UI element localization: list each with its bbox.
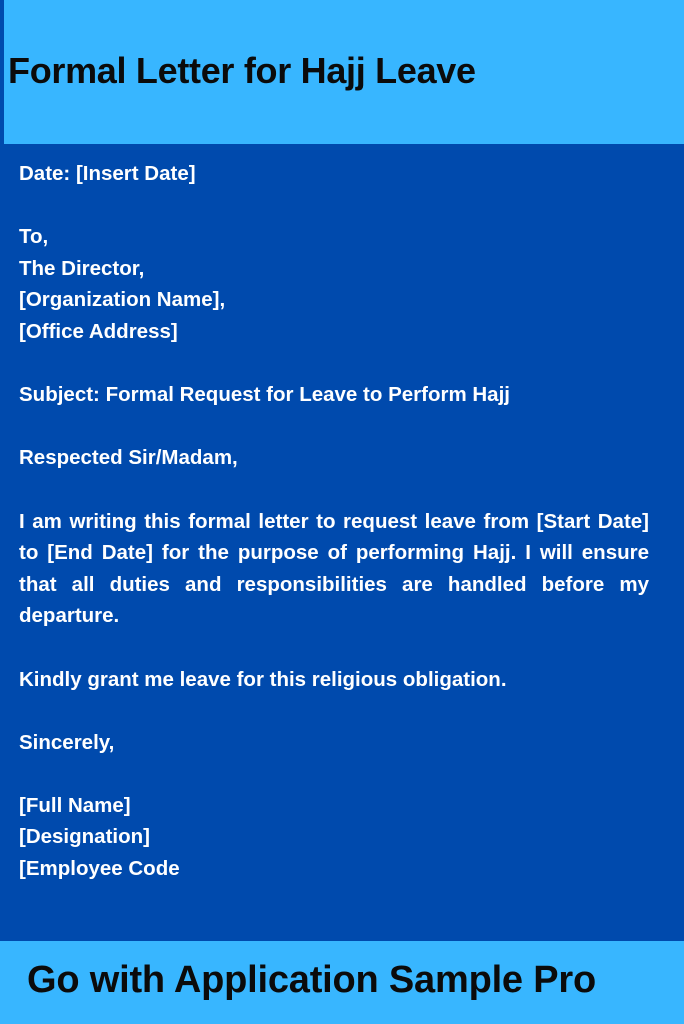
signature-employee-code: [Employee Code [19, 857, 180, 881]
letter-date: Date: [Insert Date] [19, 162, 196, 185]
spacer [19, 758, 649, 790]
spacer [19, 695, 649, 727]
letter-subject: Subject: Formal Request for Leave to Perform Hajj [19, 383, 510, 407]
spacer [19, 474, 649, 506]
signature-designation: [Designation] [19, 825, 150, 849]
recipient-organization: [Organization Name], [19, 288, 226, 312]
letter-sign-off: Sincerely, [19, 730, 115, 754]
letter-body-paragraph: I am writing this formal letter to request leave from [Start Date] to [End Date] for the purpose of performing Hajj. I will ensure that all duties and responsibilities are handled before my departure. [19, 509, 649, 628]
spacer [19, 348, 649, 380]
letter-body [19, 158, 649, 885]
spacer [19, 190, 649, 222]
spacer [19, 411, 649, 443]
recipient-to: To, [19, 225, 49, 249]
page-title: Formal Letter for Hajj Leave [8, 50, 476, 91]
signature-name: [Full Name] [19, 793, 131, 817]
recipient-address: [Office Address] [19, 319, 178, 343]
footer-tagline: Go with Application Sample Pro [27, 959, 596, 1001]
letter-closing-request: Kindly grant me leave for this religious obligation. [19, 667, 507, 691]
recipient-title: The Director, [19, 256, 145, 280]
footer-banner [0, 941, 684, 1024]
letter-salutation: Respected Sir/Madam, [19, 446, 238, 470]
header-banner [0, 0, 684, 144]
spacer [19, 632, 649, 664]
